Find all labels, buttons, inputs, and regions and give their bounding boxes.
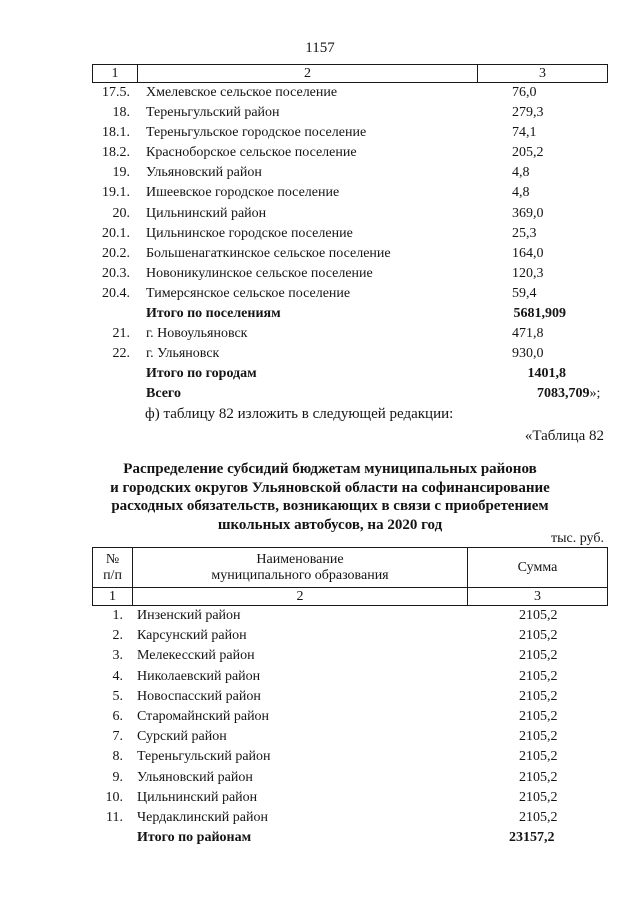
row-number: 3. [112,648,123,664]
row-value: 471,8 [512,326,544,342]
row-value: 2105,2 [519,648,558,664]
table-row [92,808,608,828]
row-number [92,828,132,848]
row-value-cell [477,244,608,264]
row-name: Мелекесский район [137,648,255,664]
row-value: 23157,2 [509,830,555,846]
row-value-cell [477,163,608,183]
row-value-cell [477,183,608,203]
row-value-cell [467,626,608,646]
row-number: 6. [112,708,123,724]
table-row [92,727,608,747]
table-row [92,143,608,163]
row-value-cell [467,667,608,687]
column-number: 3 [477,65,608,82]
row-value: 2105,2 [519,809,558,825]
row-value-cell [467,768,608,788]
row-name: Итого по поселениям [146,306,281,322]
table-row [92,646,608,666]
row-value: 1401,8 [527,366,566,382]
table-row [92,788,608,808]
table-row [92,606,608,626]
row-name: Инзенский район [137,608,241,623]
row-value-cell [477,123,608,143]
heading-line: и городских округов Ульяновской области на софинансирование [110,479,550,496]
table-row [92,163,608,183]
row-value: 2105,2 [519,628,558,644]
row-name: Цильнинское городское поселение [146,225,353,241]
row-name: Всего [146,386,181,402]
row-value-cell [467,646,608,666]
row-value-cell [477,324,608,344]
row-value: 2105,2 [519,729,558,745]
row-value: 4,8 [512,185,530,201]
row-name: г. Ульяновск [146,346,220,362]
row-value-cell [467,828,608,848]
row-number: 20.2. [102,245,130,261]
row-name: г. Новоульяновск [146,326,248,342]
row-name: Сурский район [137,729,227,745]
row-number: 7. [112,729,123,745]
row-name: Карсунский район [137,628,247,644]
row-value-cell [477,224,608,244]
table-row [92,183,608,203]
row-value: 4,8 [512,165,530,181]
row-name: Новоспасский район [137,688,261,704]
row-value: 369,0 [512,205,544,221]
row-value-cell [467,788,608,808]
row-value: 2105,2 [519,688,558,704]
header-number [92,548,132,587]
row-value-cell [477,384,608,404]
row-value-cell [477,344,608,364]
row-value: 164,0 [512,245,544,261]
table-row [92,828,608,848]
row-value-cell [467,707,608,727]
row-name: Цильнинский район [146,205,267,221]
row-number: 2. [112,628,123,644]
row-name: Чердаклинский район [137,809,268,825]
heading-line: школьных автобусов, на 2020 год [217,516,443,533]
row-number: 1. [112,608,123,623]
table-row [92,384,608,404]
page-number: 1157 [305,40,335,56]
row-value: 59,4 [512,285,537,301]
row-name: Большенагаткинское сельское поселение [146,245,391,261]
row-value: 7083,709 [537,386,590,402]
table-row [92,284,608,304]
row-value-cell [477,103,608,123]
header-number-line2: п/п [103,567,122,583]
row-name: Ульяновский район [137,769,253,785]
row-value: 76,0 [512,85,537,100]
row-value-cell [477,264,608,284]
units-label: тыс. руб. [551,531,604,546]
row-name: Ульяновский район [146,165,262,181]
table-row [92,747,608,767]
header-name [132,548,467,587]
header-name-line2: муниципального образования [211,567,389,583]
row-number [92,364,137,384]
row-value: 2105,2 [519,608,558,623]
table-row [92,364,608,384]
row-number: 11. [106,809,123,825]
row-number: 18. [112,105,130,121]
table-body [92,83,608,405]
subsidies-table [92,547,608,848]
table-label: «Таблица 82 [524,428,604,444]
row-name: Хмелевское сельское поселение [146,85,338,100]
row-value-cell [477,83,608,103]
table-column-numbers [92,64,608,83]
row-number: 20. [112,205,130,221]
row-name: Ишеевское городское поселение [146,185,340,201]
heading-line: Распределение субсидий бюджетам муниципальных районов [123,461,537,477]
row-number: 18.1. [102,125,130,141]
row-value: 120,3 [512,265,544,281]
row-number: 18.2. [102,145,130,161]
row-name: Итого по городам [146,366,257,382]
row-number: 22. [112,346,130,362]
row-value: 279,3 [512,105,544,121]
row-number: 20.1. [102,225,130,241]
row-value: 930,0 [512,346,544,362]
row-value-cell [477,304,608,324]
table-row [92,667,608,687]
row-name: Старомайнский район [137,708,270,724]
instruction-text: ф) таблицу 82 изложить в следующей редакции: [145,406,454,422]
row-number: 5. [112,688,123,704]
row-number: 21. [112,326,130,342]
row-name: Цильнинский район [137,789,258,805]
row-value: 74,1 [512,125,537,141]
row-name: Новоникулинское сельское поселение [146,265,373,281]
row-name: Николаевский район [137,668,261,684]
table-row [92,264,608,284]
row-name: Тереньгульский район [137,749,271,765]
row-value: 205,2 [512,145,544,161]
table-row [92,103,608,123]
row-value-cell [467,687,608,707]
column-number: 1 [92,588,132,605]
row-name: Тимерсянское сельское поселение [146,285,351,301]
settlements-table [92,64,608,405]
row-value: 2105,2 [519,789,558,805]
table-row [92,204,608,224]
row-number: 4. [112,668,123,684]
row-value-cell [477,364,608,384]
table-row [92,344,608,364]
table-heading [100,460,560,534]
row-name: Итого по районам [137,830,252,846]
table-row [92,687,608,707]
row-number: 20.3. [102,265,130,281]
table-column-numbers [92,588,608,606]
row-value-cell [467,808,608,828]
row-number [92,384,137,404]
header-number-line1: № [105,551,120,567]
row-value-cell [477,143,608,163]
row-value-suffix: »; [589,386,601,402]
row-number: 20.4. [102,285,130,301]
column-number: 2 [132,588,467,605]
row-number: 19.1. [102,185,130,201]
column-number: 3 [467,588,608,605]
table-row [92,224,608,244]
row-value: 2105,2 [519,708,558,724]
row-value: 5681,909 [513,306,566,322]
table-row [92,768,608,788]
table-row [92,83,608,103]
table-row [92,304,608,324]
row-value: 25,3 [512,225,537,241]
heading-line: расходных обязательств, возникающих в связи с приобретением [111,498,549,514]
table-row [92,626,608,646]
row-value-cell [467,747,608,767]
row-value-cell [467,727,608,747]
table-row [92,324,608,344]
column-number: 1 [92,65,137,82]
row-number [92,304,137,324]
row-value: 2105,2 [519,668,558,684]
row-value-cell [467,606,608,626]
row-name: Красноборское сельское поселение [146,145,357,161]
header-sum: Сумма [467,548,608,587]
row-value-cell [477,284,608,304]
row-number: 17.5. [102,85,130,100]
row-number: 10. [105,789,123,805]
table-row [92,123,608,143]
table-body [92,606,608,848]
table-row [92,707,608,727]
row-name: Тереньгульское городское поселение [146,125,367,141]
row-value-cell [477,204,608,224]
row-value: 2105,2 [519,749,558,765]
header-name-line1: Наименование [256,551,344,567]
table-row [92,244,608,264]
row-value: 2105,2 [519,769,558,785]
column-number: 2 [137,65,477,82]
table-header [92,547,608,588]
row-name: Тереньгульский район [146,105,280,121]
row-number: 19. [112,165,130,181]
row-number: 9. [112,769,123,785]
row-number: 8. [112,749,123,765]
